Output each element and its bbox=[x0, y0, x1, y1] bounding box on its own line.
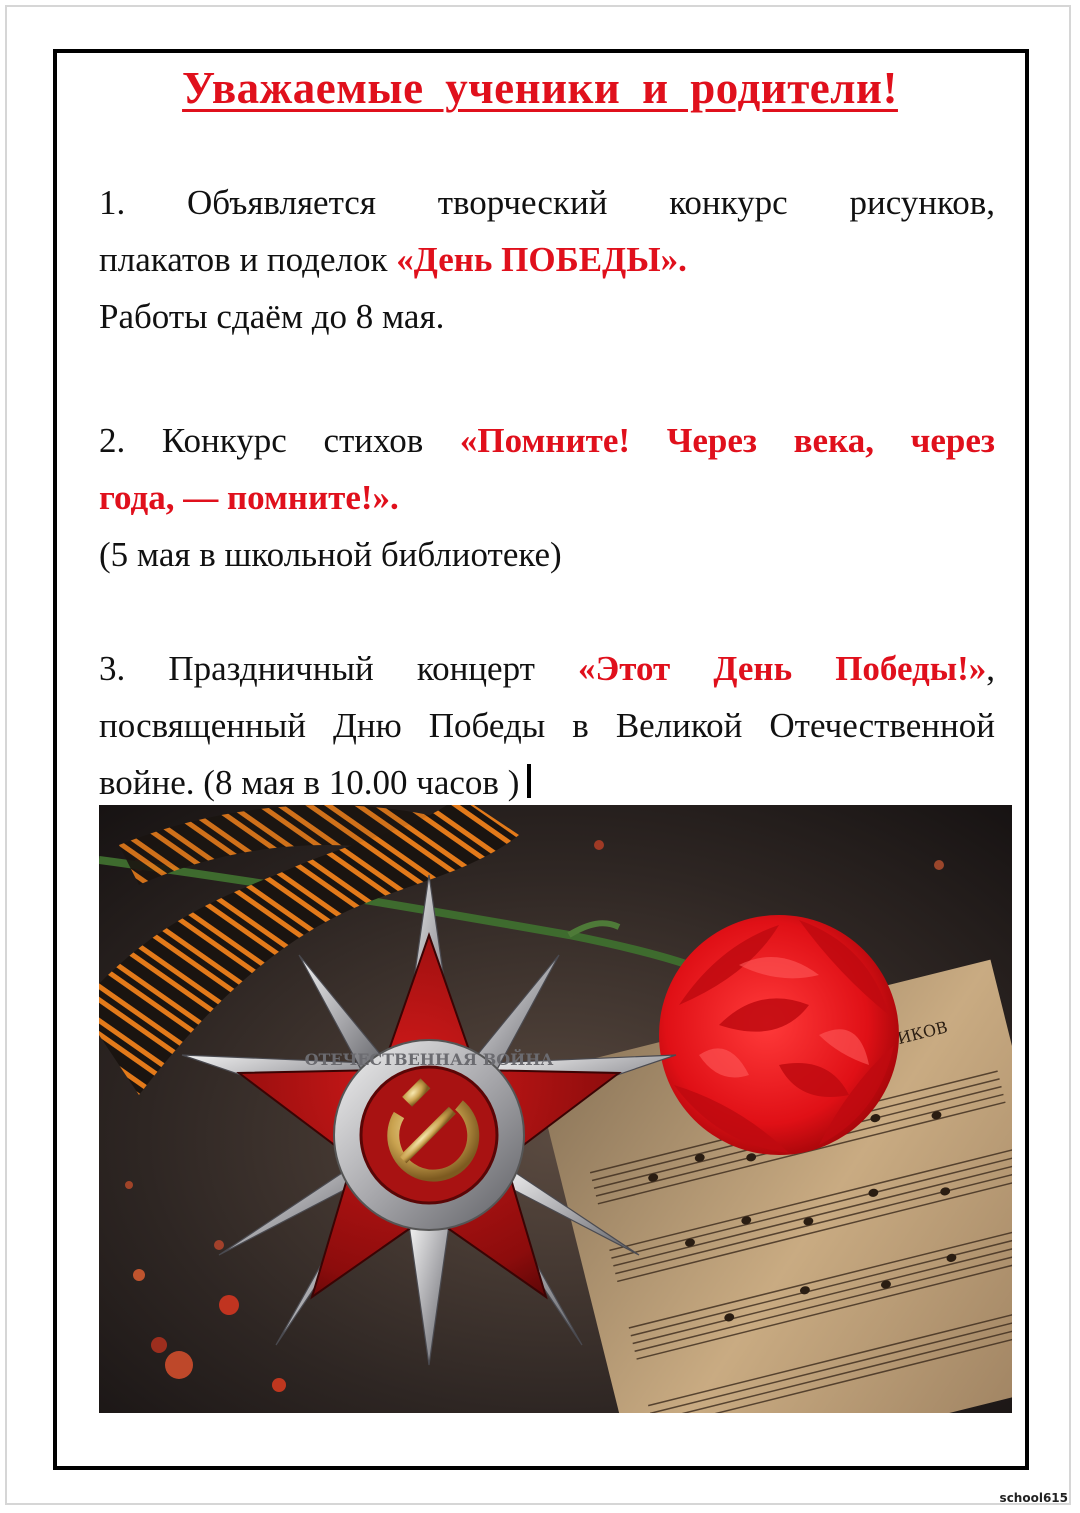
item-3-comma: , bbox=[986, 649, 995, 688]
text-cursor bbox=[527, 764, 531, 798]
item-2-date: (5 мая в школьной библиотеке) bbox=[99, 535, 562, 574]
announcement-item-1 bbox=[99, 174, 995, 345]
item-3-line-1 bbox=[99, 640, 995, 697]
item-3-line-3 bbox=[99, 754, 995, 811]
announcement-item-3 bbox=[99, 640, 995, 811]
item-3-time: войне. (8 мая в 10.00 часов ) bbox=[99, 763, 520, 802]
sheet-music-title: ЛЕТЧИКОВ bbox=[848, 1017, 950, 1060]
victory-day-photo bbox=[99, 805, 1012, 1413]
item-2-text: 2. Конкурс стихов bbox=[99, 421, 460, 460]
item-3-text: 3. Праздничный концерт bbox=[99, 649, 579, 688]
item-1-line-1: 1. Объявляется творческий конкурс рисунков, bbox=[99, 183, 995, 222]
carnation-flower bbox=[659, 915, 899, 1155]
item-1-text: плакатов и поделок bbox=[99, 240, 397, 279]
item-2-highlight: «Помните! Через века, через bbox=[459, 421, 995, 460]
page-title: Уважаемые ученики и родители! bbox=[182, 63, 898, 113]
item-1-deadline: Работы сдаём до 8 мая. bbox=[99, 297, 445, 336]
item-2-line-1 bbox=[99, 412, 995, 469]
item-1-line-2 bbox=[99, 231, 995, 288]
item-2-highlight-continued: года, — помните!». bbox=[99, 478, 399, 517]
item-3-highlight: «Этот День Победы!» bbox=[578, 649, 987, 688]
medal-inscription: ОТЕЧЕСТВЕННАЯ ВОЙНА bbox=[304, 1050, 554, 1069]
watermark: school615 bbox=[999, 1491, 1068, 1505]
announcement-item-2 bbox=[99, 412, 995, 583]
item-3-line-2: посвященный Дню Победы в Великой Отечественной bbox=[99, 706, 995, 745]
item-1-highlight: «День ПОБЕДЫ». bbox=[396, 240, 687, 279]
